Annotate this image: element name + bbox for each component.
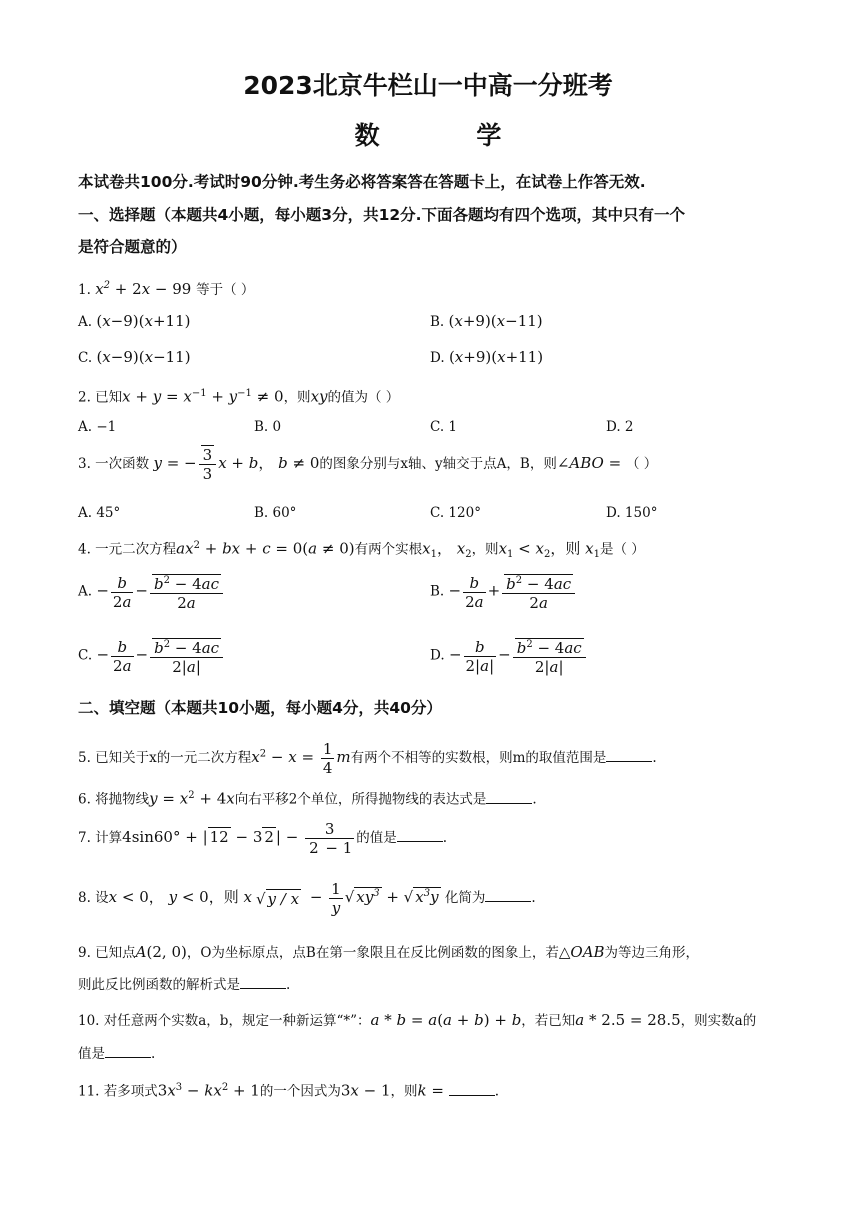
page-title: 2023北京牛栏山一中高一分班考 [243,71,613,100]
q1-option-b[interactable]: B. (x+9)(x−11) [430,312,543,330]
answer-blank[interactable] [397,827,443,842]
question-10-line2: 值是 . [78,1043,155,1064]
question-6: 6. 将抛物线$y = x^2 + 4x$向右平移2个单位，所得抛物线的表达式是 . [78,789,537,808]
answer-blank[interactable] [240,974,286,989]
q4-option-b[interactable]: B. − $\frac{b}{2a}$ + $\frac{b^2 - 4ac}{2a}$ [430,572,577,612]
question-10: 10. 对任意两个实数a，b，规定一种新运算“*”：a * b = a(a + b) + b，若已知a * 2.5 = 28.5，则实数a的 [78,1011,757,1029]
subject-title: 数 学 [354,121,546,150]
q4-option-a[interactable]: A. − $\frac{b}{2a}$ − $\frac{b^2 - 4ac}{2a}$ [78,572,225,612]
section1-heading-cont: 是符合题意的） [78,238,187,256]
question-1: 1. $x^2 + 2x - 99$ 等于（ ） [78,280,255,298]
question-4: 4. 一元二次方程$ax^2$ + bx + c = 0(a ≠ 0)有两个实根$x_1$， $x_2$，则$x_1 < x_2$，则 $x_1$是（ ） [78,539,645,561]
q2-option-d[interactable]: D. 2 [606,419,634,435]
q1-option-a[interactable]: A. (x−9)(x+11) [78,312,191,330]
question-9: 9. 已知点A(2, 0)，O为坐标原点，点B在第一象限且在反比例函数的图象上，若△OAB为等边三角形， [78,943,700,961]
q4-option-c[interactable]: C. − $\frac{b}{2a}$ − $\frac{b^2 - 4ac}{2|a|}$ [78,636,225,676]
q3-option-d[interactable]: D. 150° [606,505,658,521]
q2-option-a[interactable]: A. −1 [78,419,117,435]
q3-option-a[interactable]: A. 45° [78,505,121,521]
question-8: 8. 设x < 0， y < 0，则 x √ y / x − $\frac{1}{y}$ √ $xy^3$ + √ $x^3y$ 化简为 . [78,880,536,917]
question-7: 7. 计算4sin60° + | 12 − 3 2 | − $\frac{3}{2 - 1}$ 的值是 . [78,820,448,857]
q1-option-d[interactable]: D. (x+9)(x+11) [430,348,544,366]
q2-option-c[interactable]: C. 1 [430,419,458,435]
question-11: 11. 若多项式$3x^3 - kx^2 + 1$的一个因式为3x − 1，则k = . [78,1081,500,1100]
q4-option-d[interactable]: D. − $\frac{b}{2|a|}$ − $\frac{b^2 - 4ac}{2|a|}$ [430,636,588,676]
question-2: 2. 已知$x + y = x^{-1} + y^{-1} \ne 0$，则xy的值为（ ） [78,387,400,406]
q3-option-c[interactable]: C. 120° [430,505,481,521]
answer-blank[interactable] [486,789,532,804]
question-9-line2: 则此反比例函数的解析式是 . [78,974,290,995]
section1-heading: 一、选择题（本题共4小题，每小题3分，共12分.下面各题均有四个选项，其中只有一个 [78,206,686,224]
q3-option-b[interactable]: B. 60° [254,505,297,521]
question-5: 5. 已知关于x的一元二次方程$x^2 - x$ = $\frac{1}{4}$ m有两个不相等的实数根，则m的取值范围是 . [78,740,657,777]
answer-blank[interactable] [485,887,531,902]
question-3: 3. 一次函数 y = − $\frac{3}{3}$ x + b， b ≠ 0的图象分别与x轴、y轴交于点A，B，则∠ABO = （ ） [78,446,658,483]
instructions: 本试卷共100分.考试时90分钟.考生务必将答案答在答题卡上，在试卷上作答无效. [78,173,646,191]
q2-option-b[interactable]: B. 0 [254,419,282,435]
section2-heading: 二、填空题（本题共10小题，每小题4分，共40分） [78,699,442,717]
answer-blank[interactable] [606,747,652,762]
q1-option-c[interactable]: C. (x−9)(x−11) [78,348,191,366]
answer-blank[interactable] [449,1081,495,1096]
answer-blank[interactable] [105,1043,151,1058]
